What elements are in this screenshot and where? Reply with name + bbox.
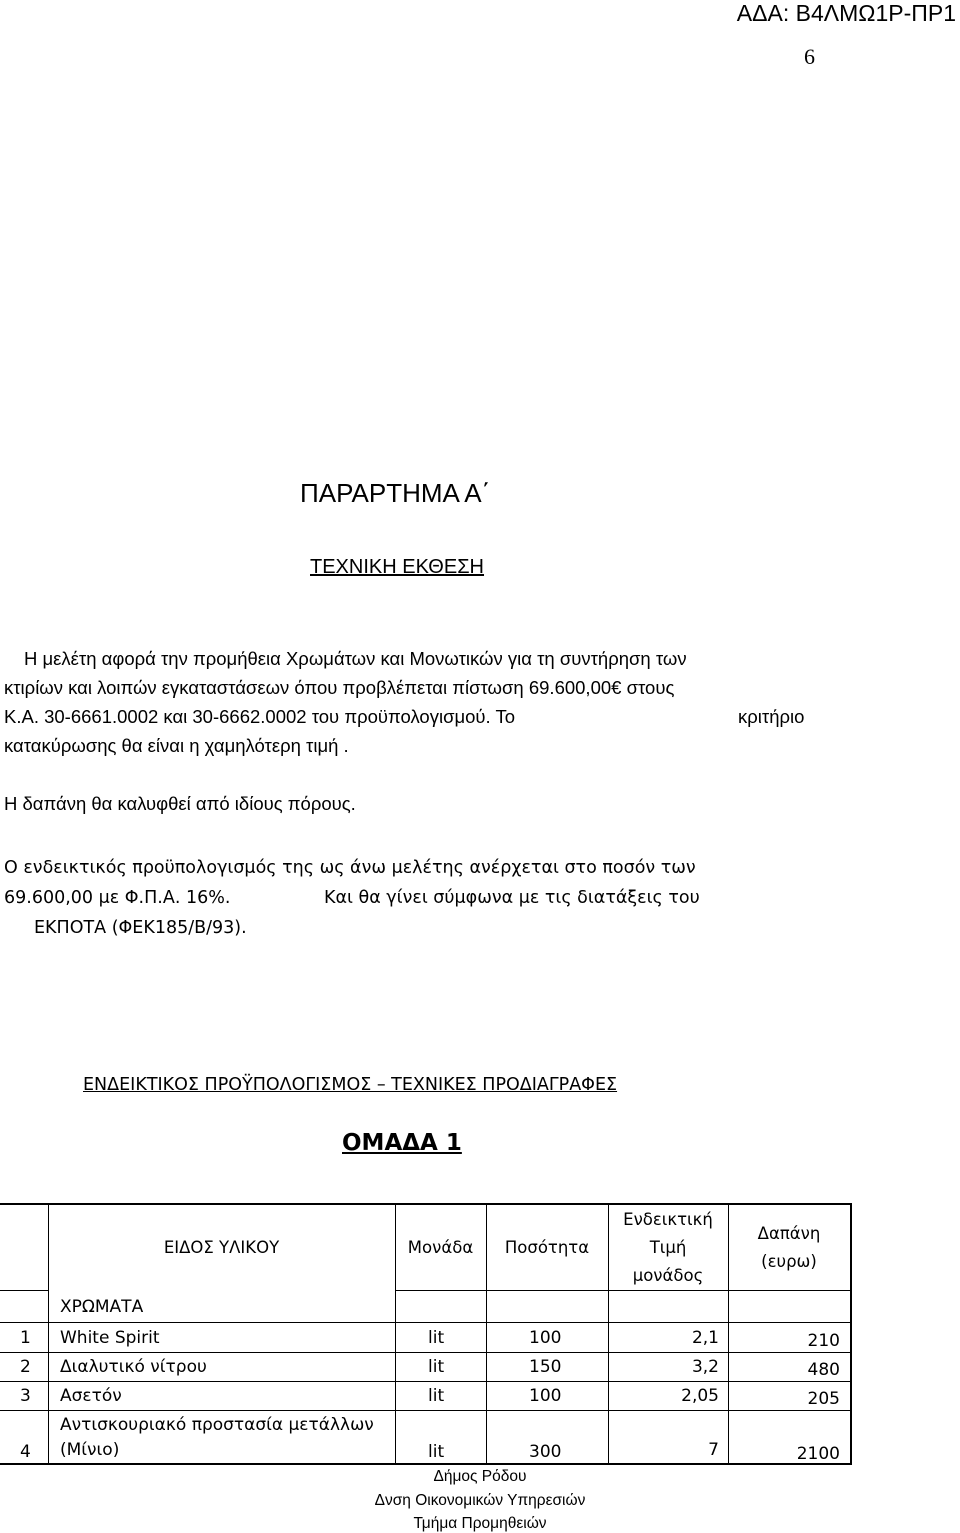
quantity: 300 — [529, 1442, 562, 1462]
cost: 480 — [807, 1360, 840, 1380]
paragraph-1-line-1: Η μελέτη αφορά την προμήθεια Χρωμάτων και Μονωτικών για τη συντήρηση των — [24, 648, 687, 669]
item-name: Διαλυτικό νίτρου — [60, 1357, 207, 1377]
paragraph-1-line-3: Κ.Α. 30-6661.0002 και 30-6662.0002 του προϋπολογισμού. Το — [4, 706, 516, 727]
quantity: 100 — [529, 1386, 562, 1406]
item-name-line2: (Μίνιο) — [60, 1440, 120, 1460]
cost: 210 — [807, 1331, 840, 1351]
row-number: 1 — [20, 1328, 31, 1348]
header-unit-price-line3: μονάδος — [632, 1266, 704, 1285]
paragraph-3-line-1: Ο ενδεικτικός προϋπολογισμός της ως άνω μελέτης ανέρχεται στο ποσόν των — [4, 858, 696, 878]
page-number: 6 — [804, 44, 815, 69]
paragraph-3-line-2: 69.600,00 με Φ.Π.Α. 16%. — [4, 888, 231, 908]
cost: 2100 — [796, 1444, 840, 1464]
header-unit-price-line2: Τιμή — [649, 1238, 687, 1257]
paragraph-1-line-3-end: κριτήριο — [738, 706, 805, 727]
header-unit: Μονάδα — [407, 1238, 474, 1257]
unit-price: 3,2 — [691, 1357, 719, 1377]
quantity: 150 — [529, 1357, 562, 1377]
paragraph-2: Η δαπάνη θα καλυφθεί από ιδίους πόρους. — [4, 793, 356, 814]
item-name-line1: Αντισκουριακό προστασία μετάλλων — [60, 1415, 374, 1435]
budget-section-heading: ΕΝΔΕΙΚΤΙΚΟΣ ΠΡΟΫΠΟΛΟΓΙΣΜΟΣ – ΤΕΧΝΙΚΕΣ ΠΡΟΔΙΑΓΡΑΦΕΣ — [83, 1075, 618, 1095]
row-number: 2 — [20, 1357, 31, 1377]
paragraph-1-line-4: κατακύρωσης θα είναι η χαμηλότερη τιμή . — [4, 735, 349, 756]
header-cost-line1: Δαπάνη — [757, 1224, 821, 1243]
annex-title: ΠΑΡΑΡΤΗΜΑ Α΄ — [300, 478, 491, 508]
unit: lit — [428, 1386, 445, 1406]
ada-code: ΑΔΑ: Β4ΛΜΩ1Ρ-ΠΡ1 — [736, 0, 956, 26]
header-quantity: Ποσότητα — [504, 1238, 590, 1257]
header-unit-price-line1: Ενδεικτική — [623, 1210, 713, 1229]
item-name: White Spirit — [60, 1328, 160, 1348]
footer-municipality: Δήμος Ρόδου — [433, 1468, 527, 1485]
header-item: ΕΙΔΟΣ ΥΛΙΚΟΥ — [163, 1238, 280, 1257]
category-label: ΧΡΩΜΑΤΑ — [60, 1297, 144, 1317]
unit: lit — [428, 1357, 445, 1377]
unit-price: 2,05 — [681, 1386, 719, 1406]
row-number: 3 — [20, 1386, 31, 1406]
unit-price: 2,1 — [691, 1328, 719, 1348]
header-cost-line2: (ευρω) — [761, 1252, 817, 1271]
paragraph-3-line-2-end: Και θα γίνει σύμφωνα με τις διατάξεις του — [324, 888, 700, 908]
item-name: Ασετόν — [60, 1386, 122, 1406]
footer-department: Τμήμα Προμηθειών — [413, 1515, 547, 1532]
paragraph-3-line-3: ΕΚΠΟΤΑ (ΦΕΚ185/Β/93). — [34, 918, 247, 938]
unit: lit — [428, 1442, 445, 1462]
paragraph-1-line-2: κτιρίων και λοιπών εγκαταστάσεων όπου προβλέπεται πίστωση 69.600,00€ στους — [4, 677, 675, 698]
unit-price: 7 — [708, 1440, 719, 1460]
unit: lit — [428, 1328, 445, 1348]
quantity: 100 — [529, 1328, 562, 1348]
footer-directorate: Δνση Οικονομικών Υπηρεσιών — [374, 1492, 586, 1509]
row-number: 4 — [20, 1442, 31, 1462]
technical-report-title: ΤΕΧΝΙΚΗ ΕΚΘΕΣΗ — [310, 556, 485, 578]
cost: 205 — [807, 1389, 840, 1409]
group-heading: ΟΜΑΔΑ 1 — [342, 1130, 462, 1156]
